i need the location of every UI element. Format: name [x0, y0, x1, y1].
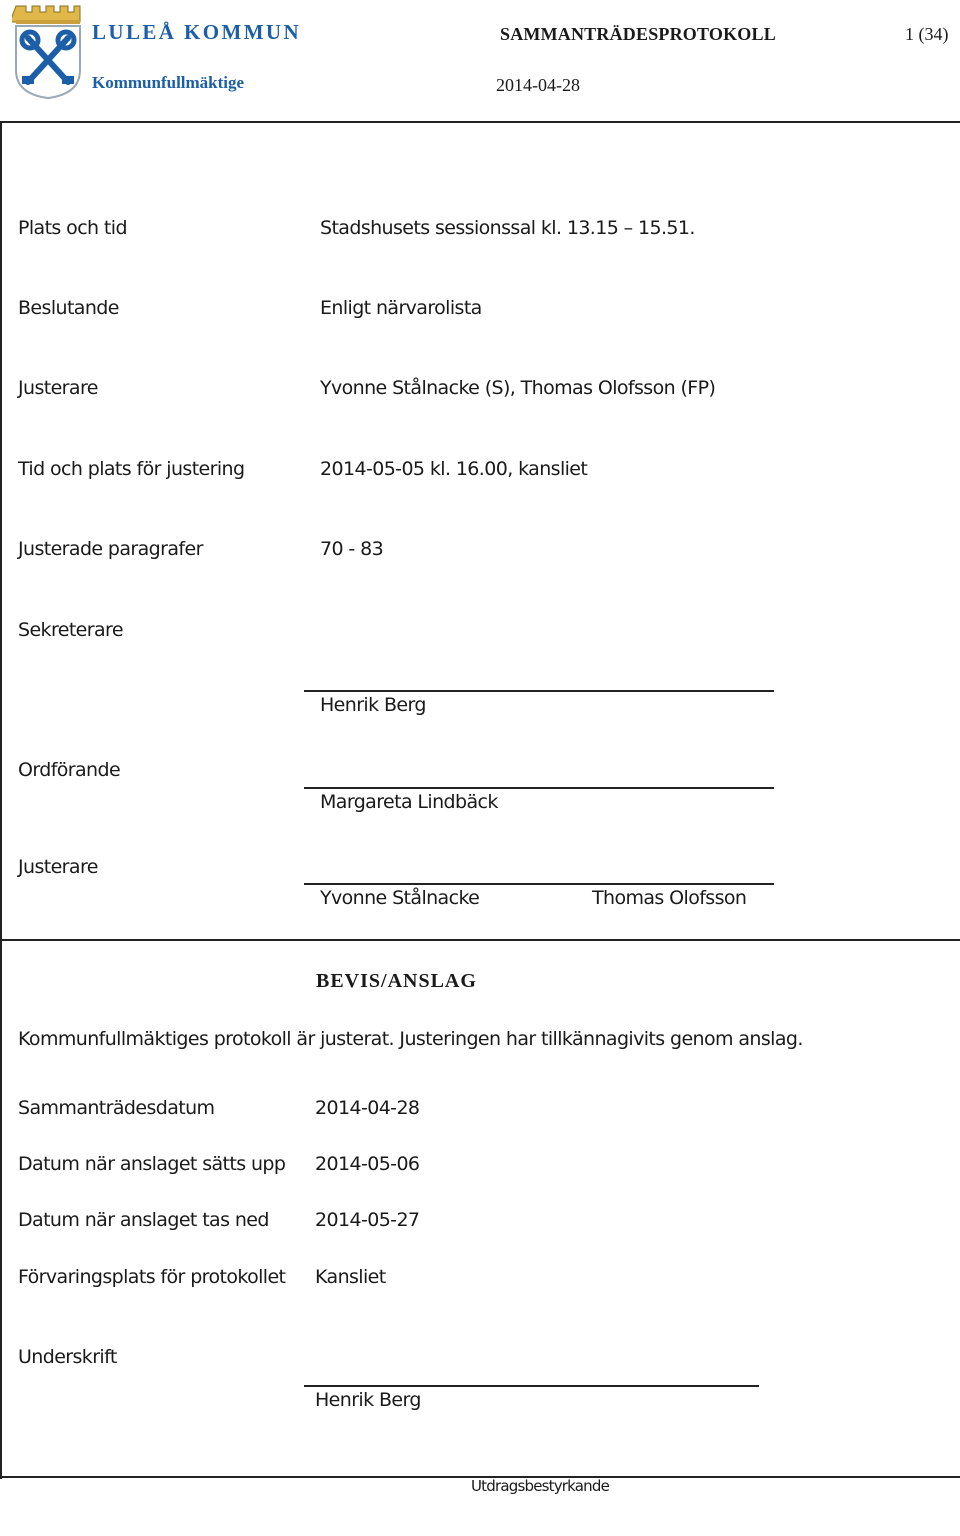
anslag-ned-value: 2014-05-27 [315, 1209, 420, 1231]
underskrift-name: Henrik Berg [315, 1389, 421, 1411]
justerare-value: Yvonne Stålnacke (S), Thomas Olofsson (FP) [320, 377, 716, 399]
beslutande-label: Beslutande [18, 297, 119, 319]
footer-utdragsbestyrkande: Utdragsbestyrkande [471, 1477, 610, 1495]
justering-time-label: Tid och plats för justering [18, 458, 245, 480]
sekreterare-signature-line [304, 690, 774, 692]
frame-top-border [0, 121, 960, 123]
paragrafer-value: 70 - 83 [320, 538, 384, 560]
ordforande-signature-line [304, 787, 774, 789]
plats-value: Stadshusets sessionssal kl. 13.15 – 15.51. [320, 217, 695, 239]
plats-label: Plats och tid [18, 217, 127, 239]
sammantradesdatum-label: Sammanträdesdatum [18, 1097, 215, 1119]
meeting-date: 2014-04-28 [496, 75, 580, 95]
sekreterare-label: Sekreterare [18, 619, 123, 641]
ordforande-name: Margareta Lindbäck [320, 791, 498, 813]
justering-time-value: 2014-05-05 kl. 16.00, kansliet [320, 458, 588, 480]
organization-name: LULEÅ KOMMUN [92, 20, 302, 44]
paragrafer-label: Justerade paragrafer [18, 538, 203, 560]
ordforande-label: Ordförande [18, 759, 121, 781]
anslag-upp-value: 2014-05-06 [315, 1153, 420, 1175]
justerare-signature-label: Justerare [18, 856, 98, 878]
frame-left-border [0, 121, 2, 1479]
beslutande-value: Enligt närvarolista [320, 297, 482, 319]
anslag-upp-label: Datum när anslaget sätts upp [18, 1153, 286, 1175]
page-number: 1 (34) [905, 24, 949, 44]
forvaringsplats-label: Förvaringsplats för protokollet [18, 1266, 286, 1288]
underskrift-label: Underskrift [18, 1346, 117, 1368]
bevis-title: BEVIS/ANSLAG [316, 970, 477, 992]
justerare-name-1: Yvonne Stålnacke [320, 887, 480, 909]
justerare-name-2: Thomas Olofsson [592, 887, 747, 909]
section-divider [0, 939, 960, 941]
sammantradesdatum-value: 2014-04-28 [315, 1097, 420, 1119]
justerare-signature-line [304, 883, 774, 885]
lulea-coat-of-arms-logo [12, 2, 84, 100]
document-type: SAMMANTRÄDESPROTOKOLL [500, 24, 776, 44]
underskrift-signature-line [304, 1385, 759, 1387]
justerare-label: Justerare [18, 377, 98, 399]
sekreterare-name: Henrik Berg [320, 694, 426, 716]
forvaringsplats-value: Kansliet [315, 1266, 386, 1288]
bevis-statement: Kommunfullmäktiges protokoll är justerat. Justeringen har tillkännagivits genom anslag. [18, 1028, 803, 1050]
body-name: Kommunfullmäktige [92, 73, 245, 92]
anslag-ned-label: Datum när anslaget tas ned [18, 1209, 269, 1231]
